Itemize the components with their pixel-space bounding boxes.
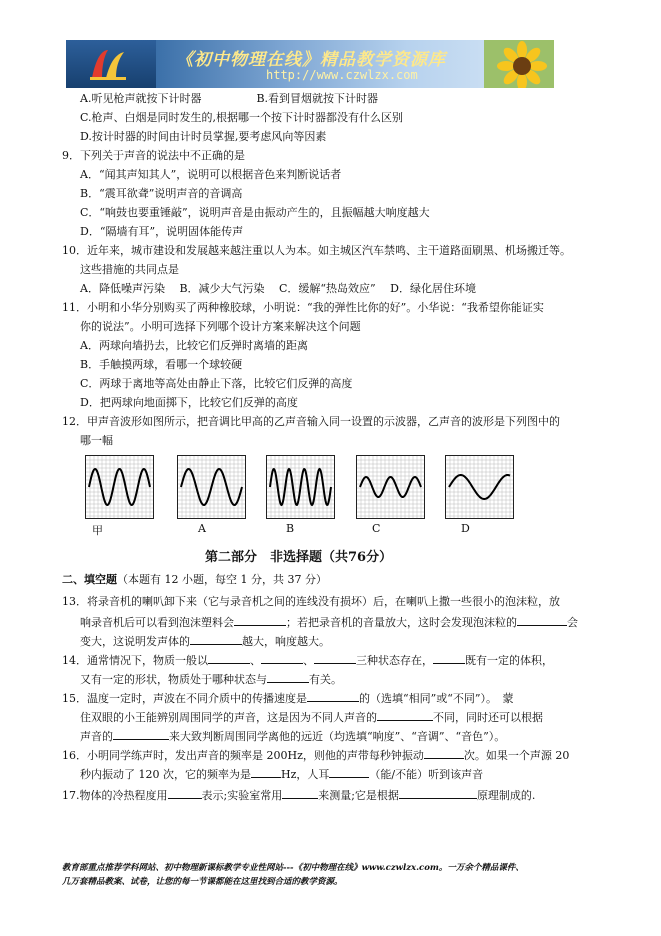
q9-option-d: D．“隔墙有耳”，说明固体能传声	[80, 225, 244, 238]
q13-text-4: 变大，这说明发声体的	[80, 635, 190, 648]
q10-stem-cont: 这些措施的共同点是	[80, 263, 179, 276]
scope-label-b: B	[286, 522, 295, 535]
q13-text-3: 会	[567, 616, 578, 629]
section-title: 第二部分 非选择题（共76分）	[205, 550, 393, 565]
q14-text-2: 、	[250, 654, 261, 667]
q10-stem: 10．近年来，城市建设和发展越来越注重以人为本。如主城区汽车禁鸣、主干道路面刷黑、机场搬迁等。	[62, 244, 571, 257]
q9-option-a: A．“闻其声知其人”，说明可以根据音色来判断说话者	[80, 168, 342, 181]
q13-blank-3[interactable]	[190, 633, 242, 645]
q15-line1	[62, 690, 514, 706]
oscilloscope-c	[356, 455, 425, 519]
q8-option-d: D.按计时器的时间由计时员掌握,要考虑风向等因素	[80, 130, 327, 143]
q13-blank-2[interactable]	[517, 614, 567, 626]
q13-line2	[80, 614, 578, 630]
q14-text-3: 、	[303, 654, 314, 667]
q17-blank-2[interactable]	[282, 787, 318, 799]
q17-text-4: 原理制成的.	[476, 789, 536, 802]
footer-line-1: 教育部重点推荐学科网站、初中物理新课标教学专业性网站---《初中物理在线》www.czwlzx.com。一万余个精品课件、	[62, 863, 524, 873]
q17-line1	[62, 787, 535, 803]
q16-text-5: （能/不能）听到该声音	[369, 768, 484, 781]
q14-blank-4[interactable]	[433, 652, 465, 664]
q16-blank-1[interactable]	[424, 747, 464, 759]
q17-blank-1[interactable]	[168, 787, 202, 799]
q15-blank-1[interactable]	[307, 690, 359, 702]
part2-heading-label: 二、填空题	[62, 573, 117, 586]
q13-line1: 13．将录音机的喇叭卸下来（它与录音机之间的连线没有损坏）后，在喇叭上撒一些很小的泡沫粒，放	[62, 595, 560, 608]
q14-blank-2[interactable]	[261, 652, 303, 664]
oscilloscope-jia	[85, 455, 154, 519]
q15-text-1: 15．温度一定时，声波在不同介质中的传播速度是	[62, 692, 307, 705]
q14-blank-3[interactable]	[314, 652, 356, 664]
q8-option-c: C.枪声、白烟是同时发生的,根据哪一个按下计时器都没有什么区别	[80, 111, 404, 124]
q11-option-c: C．两球于离地等高处由静止下落，比较它们反弹的高度	[80, 377, 353, 390]
q14-text-4: 三种状态存在，	[356, 654, 433, 667]
q15-blank-2[interactable]	[377, 709, 433, 721]
q16-text-3: 秒内振动了 120 次，它的频率为是	[80, 768, 251, 781]
q9-option-b: B．“震耳欲聋”说明声音的音调高	[80, 187, 243, 200]
q16-blank-2[interactable]	[251, 766, 281, 778]
q16-text-1: 16．小明同学练声时，发出声音的频率是 200Hz，则他的声带每秒钟振动	[62, 749, 424, 762]
q14-blank-1[interactable]	[208, 652, 250, 664]
q8-option-ab: A.听见枪声就按下计时器 B.看到冒烟就按下计时器	[80, 92, 379, 105]
waveform-c	[357, 456, 424, 518]
banner-url: http://www.czwlzx.com	[266, 68, 418, 82]
header-banner	[66, 40, 554, 88]
q13-line3	[80, 633, 330, 649]
q15-text-6: 来大致判断周围同学离他的远近（均选填“响度”、“音调”、“音色”）。	[169, 730, 506, 743]
q15-text-4: 不同，同时还可以根据	[433, 711, 543, 724]
q11-stem-cont: 你的说法”。小明可选择下列哪个设计方案来解决这个问题	[80, 320, 361, 333]
part2-heading-note: （本题有 12 小题，每空 1 分，共 37 分）	[117, 573, 327, 586]
waveform-d	[446, 456, 513, 518]
q11-option-b: B．手触摸两球，看哪一个球较硬	[80, 358, 243, 371]
q13-text-5: 越大，响度越大。	[242, 635, 330, 648]
q14-line1	[62, 652, 553, 668]
q16-blank-3[interactable]	[329, 766, 369, 778]
q16-line2	[80, 766, 483, 782]
scope-label-jia: 甲	[92, 524, 103, 537]
q14-text-1: 14．通常情况下，物质一般以	[62, 654, 208, 667]
q16-line1	[62, 747, 569, 763]
logo-icon	[86, 46, 130, 82]
q13-text-2: ；若把录音机的音量放大，这时会发现泡沫粒的	[286, 616, 517, 629]
oscilloscope-d	[445, 455, 514, 519]
oscilloscope-a	[177, 455, 246, 519]
footer-line-2: 几万套精品教案、试卷，让您的每一节课都能在这里找到合适的教学资源。	[62, 877, 343, 887]
q11-stem: 11．小明和小华分别购买了两种橡胶球，小明说：“我的弹性比你的好”。小华说：“我希望你能证实	[62, 301, 544, 314]
q17-text-2: 表示;实验室常用	[201, 789, 283, 802]
q16-text-4: Hz，人耳	[281, 768, 330, 781]
waveform-a	[178, 456, 245, 518]
q14-text-6: 又有一定的形状，物质处于哪种状态与	[80, 673, 267, 686]
q9-stem: 9．下列关于声音的说法中不正确的是	[62, 149, 245, 162]
q14-text-5: 既有一定的体积，	[465, 654, 553, 667]
scope-label-c: C	[372, 522, 381, 535]
q17-text-3: 来测量;它是根据	[318, 789, 399, 802]
q15-text-2: 的（选填“相同”或“不同”）。 蒙	[359, 692, 514, 705]
q17-text-1: 17.物体的冷热程度用	[62, 789, 168, 802]
q15-text-5: 声音的	[80, 730, 113, 743]
waveform-b	[267, 456, 334, 518]
q14-text-7: 有关。	[309, 673, 342, 686]
q15-text-3: 住双眼的小王能辨别周围同学的声音，这是因为不同人声音的	[80, 711, 377, 724]
q14-blank-5[interactable]	[267, 671, 309, 683]
q15-line3	[80, 728, 505, 744]
q12-stem-cont: 哪一幅	[80, 434, 113, 447]
q11-option-a: A．两球向墙扔去，比较它们反弹时离墙的距离	[80, 339, 308, 352]
scope-label-d: D	[461, 522, 470, 535]
q11-option-d: D．把两球向地面掷下，比较它们反弹的高度	[80, 396, 298, 409]
q13-text-1: 响录音机后可以看到泡沫塑料会	[80, 616, 234, 629]
scope-label-a: A	[198, 522, 206, 535]
oscilloscope-b	[266, 455, 335, 519]
logo	[66, 40, 156, 88]
banner-title: 《初中物理在线》精品教学资源库	[176, 50, 446, 70]
q12-stem: 12．甲声音波形如图所示，把音调比甲高的乙声音输入同一设置的示波器，乙声音的波形是下列图中的	[62, 415, 560, 428]
waveform-jia	[86, 456, 153, 518]
part2-heading	[62, 573, 327, 587]
q13-blank-1[interactable]	[234, 614, 286, 626]
q16-text-2: 次。如果一个声源 20	[463, 749, 570, 762]
q10-options: A．降低噪声污染 B．减少大气污染 C．缓解“热岛效应” D．绿化居住环境	[80, 282, 476, 295]
q9-option-c: C．“响鼓也要重锤敲”，说明声音是由振动产生的，且振幅越大响度越大	[80, 206, 430, 219]
q15-line2	[80, 709, 543, 725]
q14-line2	[80, 671, 342, 687]
q15-blank-3[interactable]	[113, 728, 169, 740]
q17-blank-3[interactable]	[399, 787, 477, 799]
sunflower-icon	[484, 40, 554, 88]
